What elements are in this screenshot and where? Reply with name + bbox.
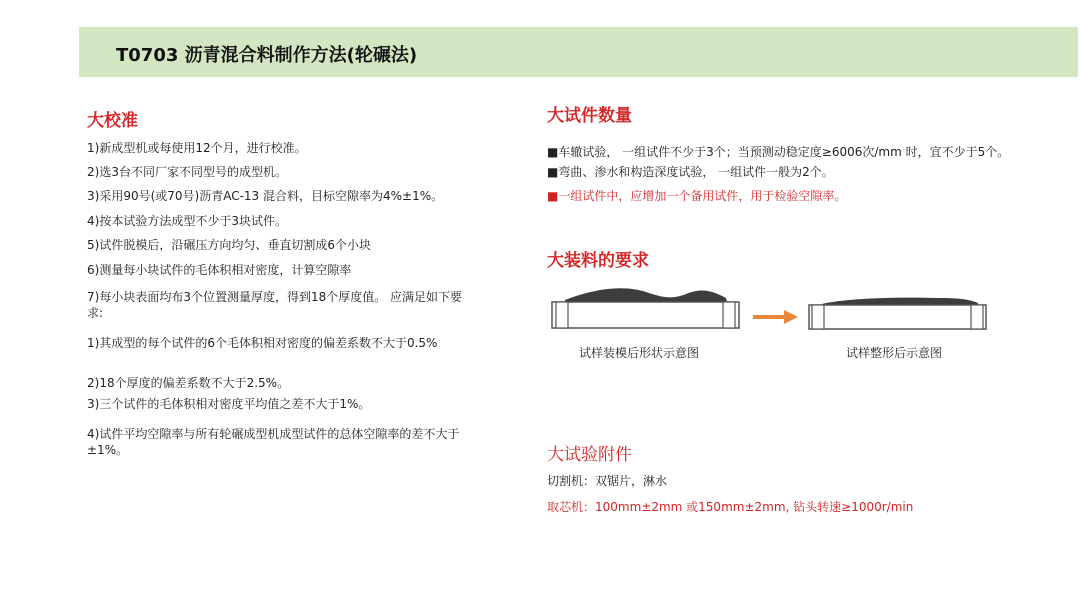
calibration-item-3: 3)采用90号(或70号)沥青AC-13 混合料，目标空隙率为4%±1%。 bbox=[87, 189, 444, 203]
specimen-count-item-2: ■弯曲、渗水和构造深度试验， 一组试件一般为2个。 bbox=[547, 165, 834, 179]
specimen-count-title: 大试件数量 bbox=[547, 106, 632, 126]
calibration-item-6: 6)测量每小块试件的毛体积相对密度，计算空隙率 bbox=[87, 263, 352, 277]
accessories-item-1: 切割机：双锯片，淋水 bbox=[547, 474, 668, 488]
mold-outline bbox=[552, 302, 739, 328]
mold-outline-shaped bbox=[809, 305, 986, 329]
arrow-icon bbox=[753, 309, 799, 325]
mold-left-end-shaped bbox=[812, 305, 824, 329]
flattened-shape bbox=[822, 298, 978, 305]
mound-shape bbox=[565, 288, 727, 302]
caption-shaped: 试样整形后示意图 bbox=[846, 346, 943, 360]
calibration-item-7: 7)每小块表面均布3个位置测量厚度，得到18个厚度值。 应满足如下要求: bbox=[87, 290, 463, 320]
calibration-item-5: 5)试件脱模后，沿碾压方向均匀、垂直切割成6个小块 bbox=[87, 238, 371, 252]
accessories-title: 大试验附件 bbox=[547, 445, 632, 465]
mold-right-end bbox=[723, 302, 735, 328]
mold-left-end bbox=[556, 302, 568, 328]
specimen-count-item-3: ■一组试件中，应增加一个备用试件，用于检验空隙率。 bbox=[547, 189, 847, 203]
loaded-specimen-diagram bbox=[551, 282, 741, 332]
mold-right-end-shaped bbox=[971, 305, 983, 329]
title-bar bbox=[79, 27, 1078, 77]
calibration-title: 大校准 bbox=[87, 111, 138, 131]
requirement-item-3: 3)三个试件的毛体积相对密度平均值之差不大于1%。 bbox=[87, 397, 371, 411]
accessories-item-2: 取芯机：100mm±2mm 或150mm±2mm, 钻头转速≥1000r/min bbox=[547, 500, 914, 514]
requirement-item-2: 2)18个厚度的偏差系数不大于2.5%。 bbox=[87, 376, 290, 390]
requirement-item-4: 4)试件平均空隙率与所有轮碾成型机成型试件的总体空隙率的差不大于±1%。 bbox=[87, 427, 460, 457]
page-title: T0703 沥青混合料制作方法(轮碾法) bbox=[116, 45, 418, 66]
shaped-specimen-diagram bbox=[808, 290, 988, 332]
caption-loaded: 试样装模后形状示意图 bbox=[579, 346, 700, 360]
specimen-count-item-1: ■车辙试验， 一组试件不少于3个；当预测动稳定度≥6006次/mm 时，宜不少于5个。 bbox=[547, 145, 1010, 159]
calibration-item-4: 4)按本试验方法成型不少于3块试件。 bbox=[87, 214, 287, 228]
calibration-item-2: 2)选3台不同厂家不同型号的成型机。 bbox=[87, 165, 287, 179]
requirement-item-1: 1)其成型的每个试件的6个毛体积相对密度的偏差系数不大于0.5% bbox=[87, 336, 438, 350]
calibration-item-1: 1)新成型机或每使用12个月，进行校准。 bbox=[87, 141, 307, 155]
loading-title: 大装料的要求 bbox=[547, 251, 649, 271]
